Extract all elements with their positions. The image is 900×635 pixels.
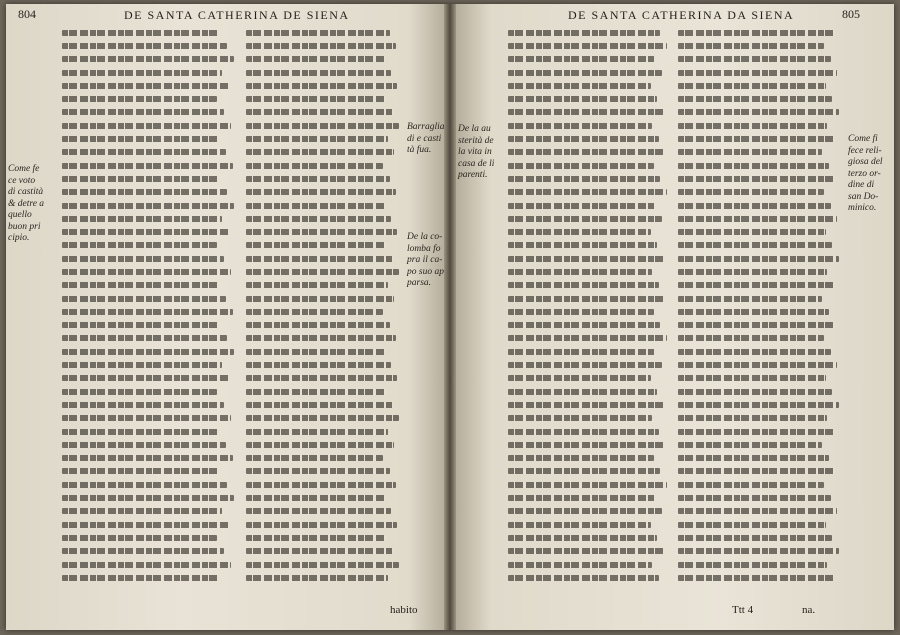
text-line xyxy=(62,239,240,252)
text-line xyxy=(62,398,240,411)
text-line xyxy=(508,159,672,172)
margin-note-line: di e casti xyxy=(407,133,442,144)
page-number: 805 xyxy=(842,7,860,21)
text-line xyxy=(246,518,404,531)
text-line xyxy=(246,53,404,66)
text-line xyxy=(508,358,672,371)
text-line xyxy=(62,319,240,332)
text-line xyxy=(678,438,844,451)
text-line xyxy=(508,438,672,451)
text-line xyxy=(508,132,672,145)
text-line xyxy=(62,146,240,159)
text-line xyxy=(246,345,404,358)
text-line xyxy=(508,186,672,199)
text-line xyxy=(62,79,240,92)
text-line xyxy=(62,66,240,79)
text-line xyxy=(508,265,672,278)
margin-note-line: ce voto xyxy=(8,175,36,186)
text-line xyxy=(508,505,672,518)
page-number: 804 xyxy=(18,7,36,21)
margin-note-line: giosa del xyxy=(848,157,883,167)
margin-note-line: cipio. xyxy=(8,233,30,243)
text-line xyxy=(62,292,240,305)
text-line xyxy=(246,425,404,438)
text-line xyxy=(678,159,844,172)
text-line xyxy=(246,279,404,292)
text-line xyxy=(508,106,672,119)
text-line xyxy=(62,279,240,292)
text-line xyxy=(678,26,844,39)
text-line xyxy=(62,558,240,571)
text-line xyxy=(62,53,240,66)
text-line xyxy=(246,225,404,238)
text-line xyxy=(678,92,844,105)
margin-note-line: parsa. xyxy=(407,278,432,288)
margin-note-line: san Do- xyxy=(848,191,879,202)
margin-note-line: tà fua. xyxy=(407,145,432,155)
text-line xyxy=(246,106,404,119)
book-gutter xyxy=(444,4,456,630)
margin-note-line: fece reli- xyxy=(848,145,882,156)
text-line xyxy=(508,398,672,411)
text-line xyxy=(62,478,240,491)
margin-note xyxy=(8,164,44,245)
text-line xyxy=(62,345,240,358)
text-line xyxy=(678,385,844,398)
text-line xyxy=(678,531,844,544)
text-line xyxy=(246,212,404,225)
text-line xyxy=(62,39,240,52)
text-line xyxy=(246,531,404,544)
text-line xyxy=(62,332,240,345)
margin-note-line: Come fi xyxy=(848,134,878,144)
margin-note-line: Barraglia xyxy=(407,122,444,132)
margin-note-line: di castità xyxy=(8,187,44,197)
text-line xyxy=(246,132,404,145)
text-line xyxy=(508,518,672,531)
text-line xyxy=(508,412,672,425)
text-line xyxy=(508,119,672,132)
text-line xyxy=(508,39,672,52)
text-line xyxy=(246,186,404,199)
text-line xyxy=(508,26,672,39)
text-line xyxy=(246,452,404,465)
running-head: DE SANTA CATHERINA DE SIENA xyxy=(124,8,350,22)
text-line xyxy=(508,146,672,159)
text-line xyxy=(62,358,240,371)
text-line xyxy=(678,465,844,478)
text-line xyxy=(246,478,404,491)
text-line xyxy=(678,319,844,332)
margin-note-line: pra il ca- xyxy=(407,255,443,265)
text-line xyxy=(246,252,404,265)
text-column-a xyxy=(508,26,672,584)
margin-note-line: minico. xyxy=(848,203,877,213)
text-line xyxy=(508,491,672,504)
text-line xyxy=(62,372,240,385)
text-line xyxy=(62,92,240,105)
text-line xyxy=(246,319,404,332)
text-line xyxy=(678,545,844,558)
text-line xyxy=(508,558,672,571)
margin-note-line: lomba fo xyxy=(407,243,441,254)
text-line xyxy=(62,305,240,318)
text-line xyxy=(508,66,672,79)
text-line xyxy=(508,172,672,185)
text-line xyxy=(508,385,672,398)
text-line xyxy=(246,398,404,411)
text-line xyxy=(678,239,844,252)
margin-note-line: De la co- xyxy=(407,232,443,242)
margin-note-line: De la au xyxy=(458,124,491,134)
text-line xyxy=(246,79,404,92)
text-line xyxy=(246,305,404,318)
text-line xyxy=(62,531,240,544)
text-line xyxy=(62,438,240,451)
text-line xyxy=(678,478,844,491)
text-line xyxy=(508,452,672,465)
text-line xyxy=(246,385,404,398)
text-line xyxy=(62,172,240,185)
text-line xyxy=(246,66,404,79)
text-line xyxy=(508,252,672,265)
text-line xyxy=(508,225,672,238)
text-line xyxy=(678,186,844,199)
margin-note-line: dine di xyxy=(848,180,875,190)
text-line xyxy=(508,345,672,358)
text-line xyxy=(246,372,404,385)
text-line xyxy=(62,252,240,265)
text-line xyxy=(678,119,844,132)
margin-note xyxy=(407,122,444,157)
text-line xyxy=(246,265,404,278)
text-line xyxy=(62,212,240,225)
text-line xyxy=(508,465,672,478)
text-line xyxy=(678,79,844,92)
text-line xyxy=(246,545,404,558)
book-spread xyxy=(6,4,894,630)
text-line xyxy=(508,79,672,92)
text-line xyxy=(62,545,240,558)
text-line xyxy=(678,358,844,371)
text-line xyxy=(246,358,404,371)
text-line xyxy=(246,332,404,345)
text-column-b xyxy=(246,26,404,584)
text-line xyxy=(678,452,844,465)
text-line xyxy=(246,199,404,212)
margin-note-line: sterità de xyxy=(458,135,494,146)
text-column-b xyxy=(678,26,844,584)
text-column-a xyxy=(62,26,240,584)
text-line xyxy=(508,319,672,332)
text-line xyxy=(246,491,404,504)
catchword: na. xyxy=(802,604,816,616)
text-line xyxy=(508,92,672,105)
text-line xyxy=(246,505,404,518)
text-line xyxy=(62,491,240,504)
text-line xyxy=(678,372,844,385)
margin-note-line: terzo or- xyxy=(848,168,881,179)
text-line xyxy=(508,332,672,345)
text-line xyxy=(62,225,240,238)
text-line xyxy=(62,265,240,278)
text-line xyxy=(62,199,240,212)
text-line xyxy=(62,452,240,465)
text-line xyxy=(678,425,844,438)
text-line xyxy=(246,412,404,425)
margin-note-line: & detre a xyxy=(8,198,45,209)
text-line xyxy=(508,199,672,212)
margin-note-line: la vita in xyxy=(458,147,492,157)
margin-note xyxy=(407,232,444,290)
text-line xyxy=(508,279,672,292)
text-line xyxy=(508,212,672,225)
text-line xyxy=(678,571,844,584)
margin-note-line: casa de li xyxy=(458,158,495,169)
text-line xyxy=(678,292,844,305)
text-line xyxy=(508,478,672,491)
text-line xyxy=(62,132,240,145)
text-line xyxy=(508,531,672,544)
text-line xyxy=(678,199,844,212)
text-line xyxy=(246,172,404,185)
text-line xyxy=(62,159,240,172)
text-line xyxy=(246,146,404,159)
text-line xyxy=(678,412,844,425)
margin-note-line: Come fe xyxy=(8,164,40,174)
text-line xyxy=(62,518,240,531)
text-line xyxy=(678,345,844,358)
margin-note xyxy=(848,134,883,215)
text-line xyxy=(678,66,844,79)
text-line xyxy=(678,106,844,119)
text-line xyxy=(678,132,844,145)
text-line xyxy=(62,425,240,438)
margin-note-line: quello xyxy=(8,210,32,220)
text-line xyxy=(246,558,404,571)
text-line xyxy=(678,53,844,66)
text-line xyxy=(246,159,404,172)
text-line xyxy=(246,119,404,132)
text-line xyxy=(508,292,672,305)
signature-mark: Ttt 4 xyxy=(732,604,754,616)
text-line xyxy=(678,332,844,345)
left-page xyxy=(6,4,444,630)
text-line xyxy=(246,39,404,52)
text-line xyxy=(62,412,240,425)
text-line xyxy=(678,225,844,238)
text-line xyxy=(62,26,240,39)
margin-note-line: po suo ap xyxy=(407,266,444,277)
margin-note-line: buon pri xyxy=(8,221,41,232)
text-line xyxy=(678,279,844,292)
text-line xyxy=(62,106,240,119)
text-line xyxy=(62,119,240,132)
text-line xyxy=(62,186,240,199)
text-line xyxy=(678,505,844,518)
text-line xyxy=(62,465,240,478)
text-line xyxy=(678,265,844,278)
text-line xyxy=(246,438,404,451)
text-line xyxy=(678,212,844,225)
text-line xyxy=(246,92,404,105)
text-line xyxy=(508,372,672,385)
text-line xyxy=(678,146,844,159)
text-line xyxy=(678,491,844,504)
text-line xyxy=(508,53,672,66)
text-line xyxy=(508,239,672,252)
text-line xyxy=(678,172,844,185)
text-line xyxy=(508,305,672,318)
catchword: habito xyxy=(390,604,418,616)
margin-note-line: parenti. xyxy=(458,170,488,180)
text-line xyxy=(62,505,240,518)
text-line xyxy=(508,571,672,584)
text-line xyxy=(678,398,844,411)
text-line xyxy=(246,571,404,584)
text-line xyxy=(678,252,844,265)
text-line xyxy=(62,571,240,584)
text-line xyxy=(678,39,844,52)
running-head: DE SANTA CATHERINA DA SIENA xyxy=(568,8,795,22)
text-line xyxy=(678,518,844,531)
text-line xyxy=(246,292,404,305)
text-line xyxy=(246,465,404,478)
text-line xyxy=(246,26,404,39)
text-line xyxy=(508,425,672,438)
text-line xyxy=(62,385,240,398)
text-line xyxy=(508,545,672,558)
text-line xyxy=(678,305,844,318)
text-line xyxy=(246,239,404,252)
margin-note xyxy=(458,124,494,182)
right-page xyxy=(456,4,894,630)
text-line xyxy=(678,558,844,571)
